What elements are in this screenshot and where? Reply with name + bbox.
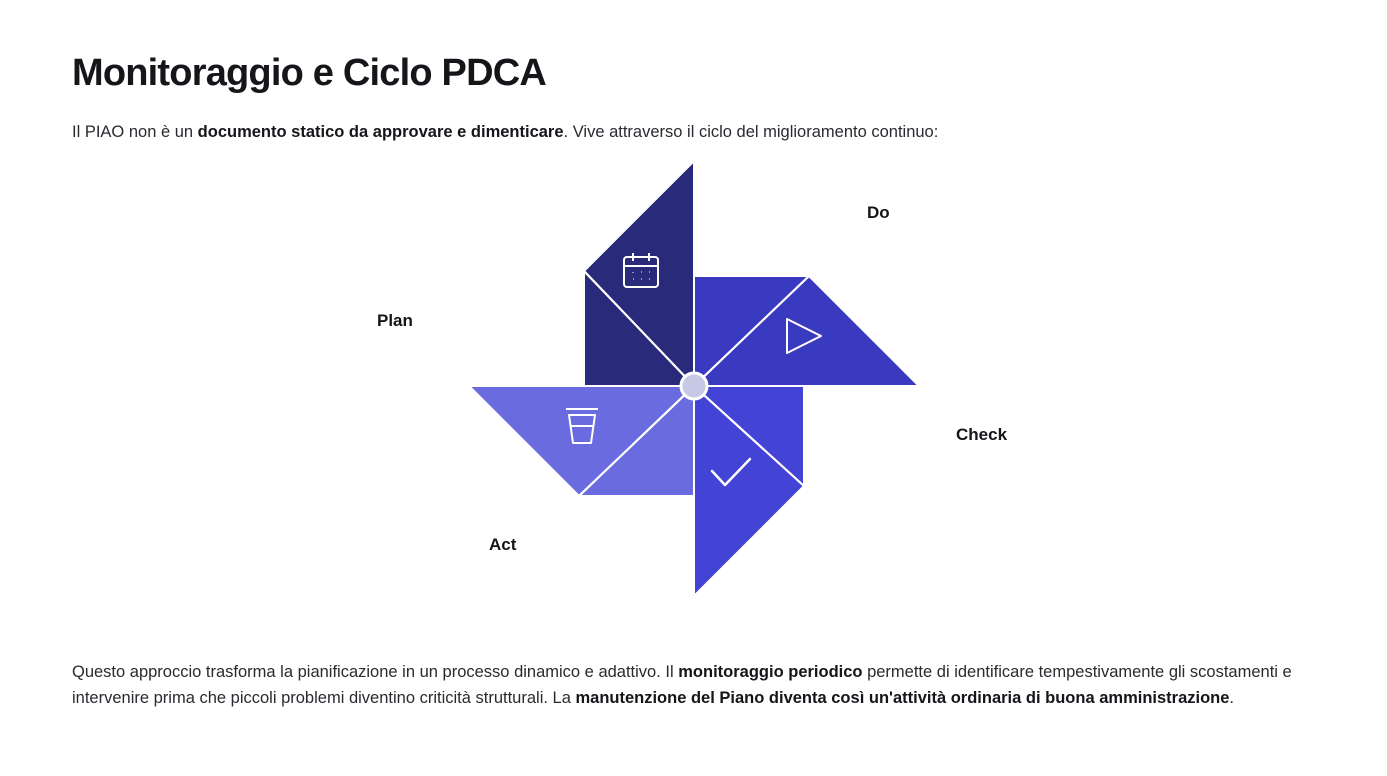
pinwheel-hub — [681, 373, 707, 399]
outro-bold-1: monitoraggio periodico — [678, 662, 863, 681]
pinwheel-label-act: Act — [489, 534, 517, 554]
pinwheel-label-do: Do — [867, 202, 890, 222]
outro-text-1: Questo approccio trasforma la pianificazione in un processo dinamico e adattivo. Il — [72, 662, 679, 681]
outro-paragraph — [72, 659, 1327, 712]
pinwheel-blade-do[interactable] — [694, 276, 919, 386]
pinwheel-graphic — [224, 161, 1164, 631]
intro-text-1: Il PIAO non è un — [72, 122, 198, 141]
pinwheel-blade-act[interactable] — [469, 386, 694, 496]
outro-text-3: . — [1229, 689, 1235, 708]
intro-text-2: . Vive attraverso il ciclo del miglioramento continuo: — [563, 122, 939, 141]
outro-text-2: permette di identificare tempestivamente gli scostamenti e intervenire prima che piccoli problemi diventino criticità strutturali. La — [72, 662, 1292, 708]
pinwheel-label-check: Check — [956, 424, 1008, 444]
outro-bold-2: manutenzione del Piano diventa così un'attività ordinaria di buona amministrazione — [575, 689, 1230, 708]
pinwheel-label-plan: Plan — [377, 310, 413, 330]
pinwheel-blade-plan[interactable] — [584, 161, 694, 386]
intro-paragraph — [72, 120, 1315, 145]
intro-bold-1: documento statico da approvare e dimenticare — [197, 122, 564, 141]
page-title: Monitoraggio e Ciclo PDCA — [72, 52, 547, 94]
pinwheel-blade-check[interactable] — [694, 386, 804, 596]
pdca-diagram — [72, 161, 1315, 631]
